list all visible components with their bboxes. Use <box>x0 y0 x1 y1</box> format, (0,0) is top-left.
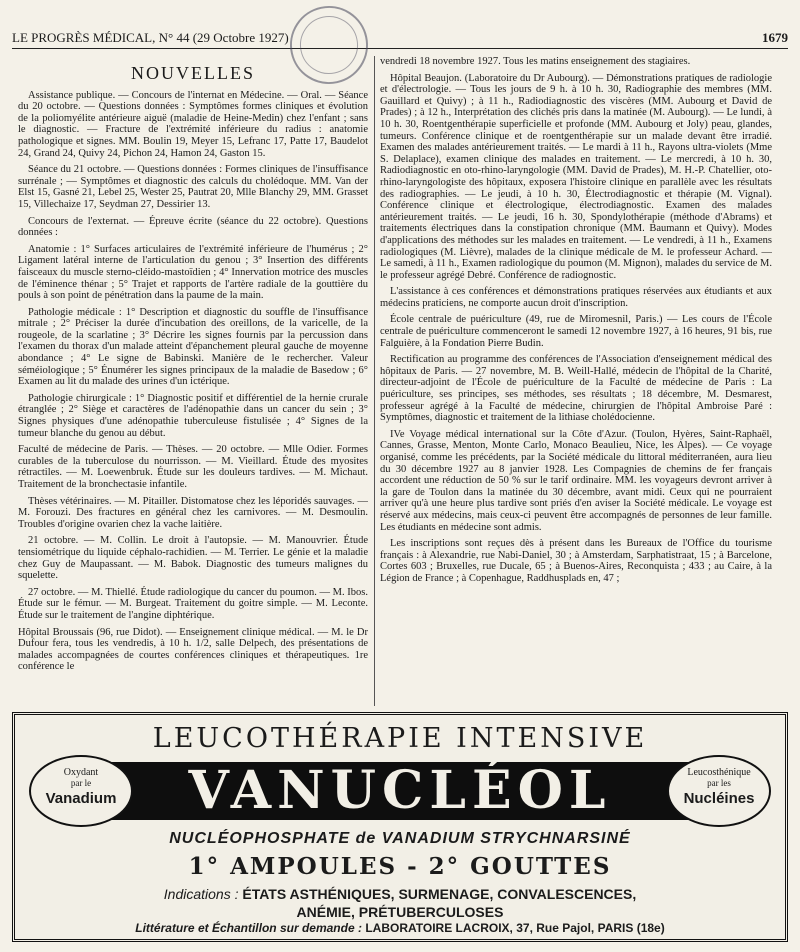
article-paragraph: Rectification au programme des conférences de l'Association d'enseignement médical des hôpitaux de Paris. — 27 novembre, M. B. Weill-Hallé, médecin de l'hôpital de la Charité, directeur-adjoint de l'École de puériculture de la Faculté de médecine de Paris : La puériculture, ses principes, ses méthodes, ses résultats ; 18 décembre, M. Desmarest, professeur agrégé à la Faculté de médecine, chirurgien de l'hôpital Ambroise Paré : Symptômes, diagnostic et traitement de la lithiase cholédocienne. <box>380 354 772 424</box>
article-paragraph: Séance du 21 octobre. — Questions données : Formes cliniques de l'insuffisance surrénale ; — Symptômes et diagnostic des calculs du cholédoque. MM. Van der Elst 15, Gasné 21, Lebel 25, Wester 25, Pautrat 20, Mlle Blanchy 29, MM. Grasset 15, Villechaize 17, Seydman 27, Dessirier 13. <box>18 164 368 210</box>
right-badge-line3: Nucléines <box>683 790 755 807</box>
article-paragraph: Thèses vétérinaires. — M. Pitailler. Distomatose chez les léporidés sauvages. — M. Forouzi. Des fractures en général chez les carnivores. — M. Desmoulin. Troubles d'origine ovarien chez la vache laitière. <box>18 495 368 530</box>
article-paragraph: Pathologie médicale : 1° Description et diagnostic du souffle de l'insuffisance mitrale ; 2° Préciser la durée d'incubation des oreillons, de la varicelle, de la rougeole, de la scarlatine ; 3° Décrire les signes fournis par la percussion dans l'examen du thorax d'un malade atteint d'épanchement pleural gauche de moyenne abondance ; 4° Le signe de Babinski. Manière de le rechercher. Valeur séméiologique ; 5° Énumérer les signes principaux de la maladie de Basedow ; 6° Examen au lit du malade des urines d'un ictérique. <box>18 306 368 388</box>
right-column <box>380 56 772 711</box>
indications-line2: ANÉMIE, PRÉTUBERCULOSES <box>296 904 504 920</box>
vanucleol-advertisement <box>12 712 788 942</box>
left-badge-line3: Vanadium <box>45 790 117 807</box>
left-badge-line1: Oxydant <box>63 767 99 778</box>
right-badge-line1: Leucosthénique <box>687 767 751 778</box>
article-paragraph: Pathologie chirurgicale : 1° Diagnostic positif et différentiel de la hernie crurale étranglée ; 2° Siège et caractères de l'adénopathie dans un cancer du sein ; 3° Signes physiques d'une adénopathie tuberculeuse fistulisée ; 4° Signes de la tumeur blanche du genou au début. <box>18 392 368 439</box>
page-header <box>12 30 788 49</box>
article-paragraph: 21 octobre. — M. Collin. Le droit à l'autopsie. — M. Manouvrier. Étude tensiométrique du liquide céphalo-rachidien. — M. Terrier. Le génie et la maladie chez Guy de Maupassant. — M. Babok. Diagnostic des tumeurs malignes du squelette. <box>18 535 368 582</box>
brand-band <box>75 762 725 820</box>
ad-indications <box>15 885 785 921</box>
ad-subtitle: NUCLÉOPHOSPHATE de VANADIUM STRYCHNARSINÉ <box>169 830 631 847</box>
right-badge-line2: par les <box>707 778 731 788</box>
article-paragraph: IVe Voyage médical international sur la Côte d'Azur. (Toulon, Hyères, Saint-Raphaël, Cannes, Grasse, Menton, Monte Carlo, Monaco Beaulieu, Nice, les Alpes). — Ce voyage organisé, comme les précédents, par la Société médicale du littoral méditerranéen, aura lieu du 30 décembre 1927 au 8 janvier 1928. Les Compagnies de chemins de fer français accordent une réduction de 50 % sur le tarif ordinaire. MM. les voyageurs devront arriver à la gare de Toulon dans la matinée du 30 décembre, avant midi. Ceux qui ne pourraient arriver qu'à une heure plus tardive sont priés d'en aviser la Société médicale. Le voyage est réservé aux médecins, mais ceux-ci peuvent être accompagnés de personnes de leur famille. Les étudiants en médecine sont admis. <box>380 428 772 533</box>
footer-label: Littérature et Échantillon sur demande : <box>135 921 362 935</box>
journal-header-title: LE PROGRÈS MÉDICAL, N° 44 (29 Octobre 1927) <box>12 30 289 45</box>
article-paragraph: Concours de l'externat. — Épreuve écrite (séance du 22 octobre). Questions données : <box>18 215 368 239</box>
article-paragraph: Les inscriptions sont reçues dès à présent dans les Bureaux de l'Office du tourisme français : à Alexandrie, rue Nabi-Daniel, 30 ; à Amsterdam, Sarphatistraat, 15 ; à Barcelone, Cortes 603 ; Bruxelles, rue Ducale, 65 ; à Buenos-Aires, Reconquista ; 433 ; au Caire, à la Légion de France ; à Copenhague, Raddhusplads en, 47 ; <box>380 538 772 584</box>
page-number: 1679 <box>762 30 788 45</box>
article-paragraph: École centrale de puériculture (49, rue de Miromesnil, Paris.) — Les cours de l'École centrale de puériculture commenceront le samedi 12 novembre 1927, à 16 heures, 91 bis, rue Falguière, à la Fondation Pierre Budin. <box>380 314 772 349</box>
ad-footer <box>15 921 785 935</box>
column-divider <box>374 56 375 706</box>
article-paragraph: Assistance publique. — Concours de l'internat en Médecine. — Oral. — Séance du 20 octobre. — Questions données : Symptômes formes cliniques et évolution de la poliomyélite antérieure aiguë (maladie de Heine-Medin) chez l'enfant ; sans le diagnostic. — Fracture de l'extrémité inférieure du radius : anatomie pathologique et signes. MM. Boulin 19, Meyer 15, Lefranc 17, Patte 17, Baudelot 24, Grand 24, Quivy 24, Pichon 24, Hamon 24, Gaston 15. <box>18 89 368 159</box>
article-paragraph: Hôpital Beaujon. (Laboratoire du Dr Aubourg). — Démonstrations pratiques de radiologie et d'électrologie. — Tous les jours de 9 h. à 10 h. 30, Radiographie des membres (MM. Gauillard et Quivy) ; à 11 h., Radiodiagnostic des viscères (MM. Aubourg et David de Prades) ; à 12 h., Interprétation des clichés pris dans la matinée (M. Aubourg). — Le lundi, à 10 h. 30, Roentgenthérapie superficielle et profonde (MM. Aubourg et Joly) peau, glandes, tumeurs. Conférence clinique et de roentgenthérapie sur un malade devant être irradié. Examen des malades antérieurement traités. — Le mardi à 11 h., Rayons ultra-violets (Mme S. Delaplace), examen clinique des malades en traitement. — Le mercredi, à 10 h. 30, Radiodiagnostic en oto-rhino-laryngologie (MM. David de Prades), M. H.-P. Chatellier, oto-rhino-laryngologiste des hôpitaux, exposera l'histoire clinique en parallèle avec les résultats des radiographies. — Le jeudi, à 10 h. 30, Électrodiagnostic et thérapie (M. Vignal). Conférence clinique et électrologique, électrodiagnostic. Examen des malades antérieurement traités. — Le jeudi, 16 h. 30, Spondylothérapie (méthode d'Abrams) et traitements électriques dans la constipation chronique (MM. Baumann et Quivy). Modes d'applications des méthodes sur les malades en traitement. — Le vendredi, à 11 h., Examens radiologiques (M. Lièvre), malades de la clinique médicale de M. le professeur Achard. — Le samedi, à 11 h., Examen radiologique du poumon (M. Mignon), malades du service de M. le professeur agrégé Debré. Conférence de radiognostic. <box>380 72 772 281</box>
article-paragraph: Anatomie : 1° Surfaces articulaires de l'extrémité inférieure de l'humérus ; 2° Ligament latéral interne de l'articulation du genou ; 3° Insertion des différents faisceaux du muscle sterno-cléido-mastoïdien ; 4° Innervation motrice des muscles de l'éminence thénar ; 5° Trajet et rapports de l'artère radiale de la gouttière du pouls à son point de pénétration dans la paume de la main. <box>18 243 368 302</box>
article-paragraph: vendredi 18 novembre 1927. Tous les matins enseignement des stagiaires. <box>380 56 691 67</box>
section-title: NOUVELLES <box>131 63 255 83</box>
left-badge-line2: par le <box>70 778 92 788</box>
indications-line1: ÉTATS ASTHÉNIQUES, SURMENAGE, CONVALESCENCES, <box>242 886 637 902</box>
ad-headline: LEUCOTHÉRAPIE INTENSIVE <box>152 723 648 754</box>
footer-laboratory: LABORATOIRE LACROIX, 37, Rue Pajol, PARIS (18e) <box>365 921 665 935</box>
brand-name: VANUCLÉOL <box>188 760 612 821</box>
article-paragraph: 27 octobre. — M. Thiellé. Étude radiologique du cancer du poumon. — M. Ibos. Étude sur le fémur. — M. Burgeat. Traitement du goitre simple. — M. Leconte. Étude sur le traitement de l'angine diphtérique. <box>18 586 368 621</box>
article-paragraph: Faculté de médecine de Paris. — Thèses. — 20 octobre. — Mlle Odier. Formes curables de la tuberculose du nourrisson. — M. Vieillard. Étude des myosites rétractiles. — M. Loewenbruk. Étude sur les douleurs tardives. — M. Michaut. Traitement de la bronchectasie infantile. <box>18 444 368 490</box>
article-paragraph: L'assistance à ces conférences et démonstrations pratiques réservées aux étudiants et aux médecins praticiens, ne comporte aucun droit d'inscription. <box>380 286 772 309</box>
right-badge <box>667 755 771 827</box>
left-column <box>18 56 368 711</box>
article-paragraph: Hôpital Broussais (96, rue Didot). — Enseignement clinique médical. — M. le Dr Dufour fera, tous les vendredis, à 10 h. 1/2, salle Delpech, des présentations de malades accompagnées de courtes conférences cliniques et thérapeutiques. 1re conférence le <box>18 626 368 673</box>
ad-forms: 1° AMPOULES - 2° GOUTTES <box>188 853 612 880</box>
indications-label: Indications : <box>163 886 239 902</box>
left-badge <box>29 755 133 827</box>
